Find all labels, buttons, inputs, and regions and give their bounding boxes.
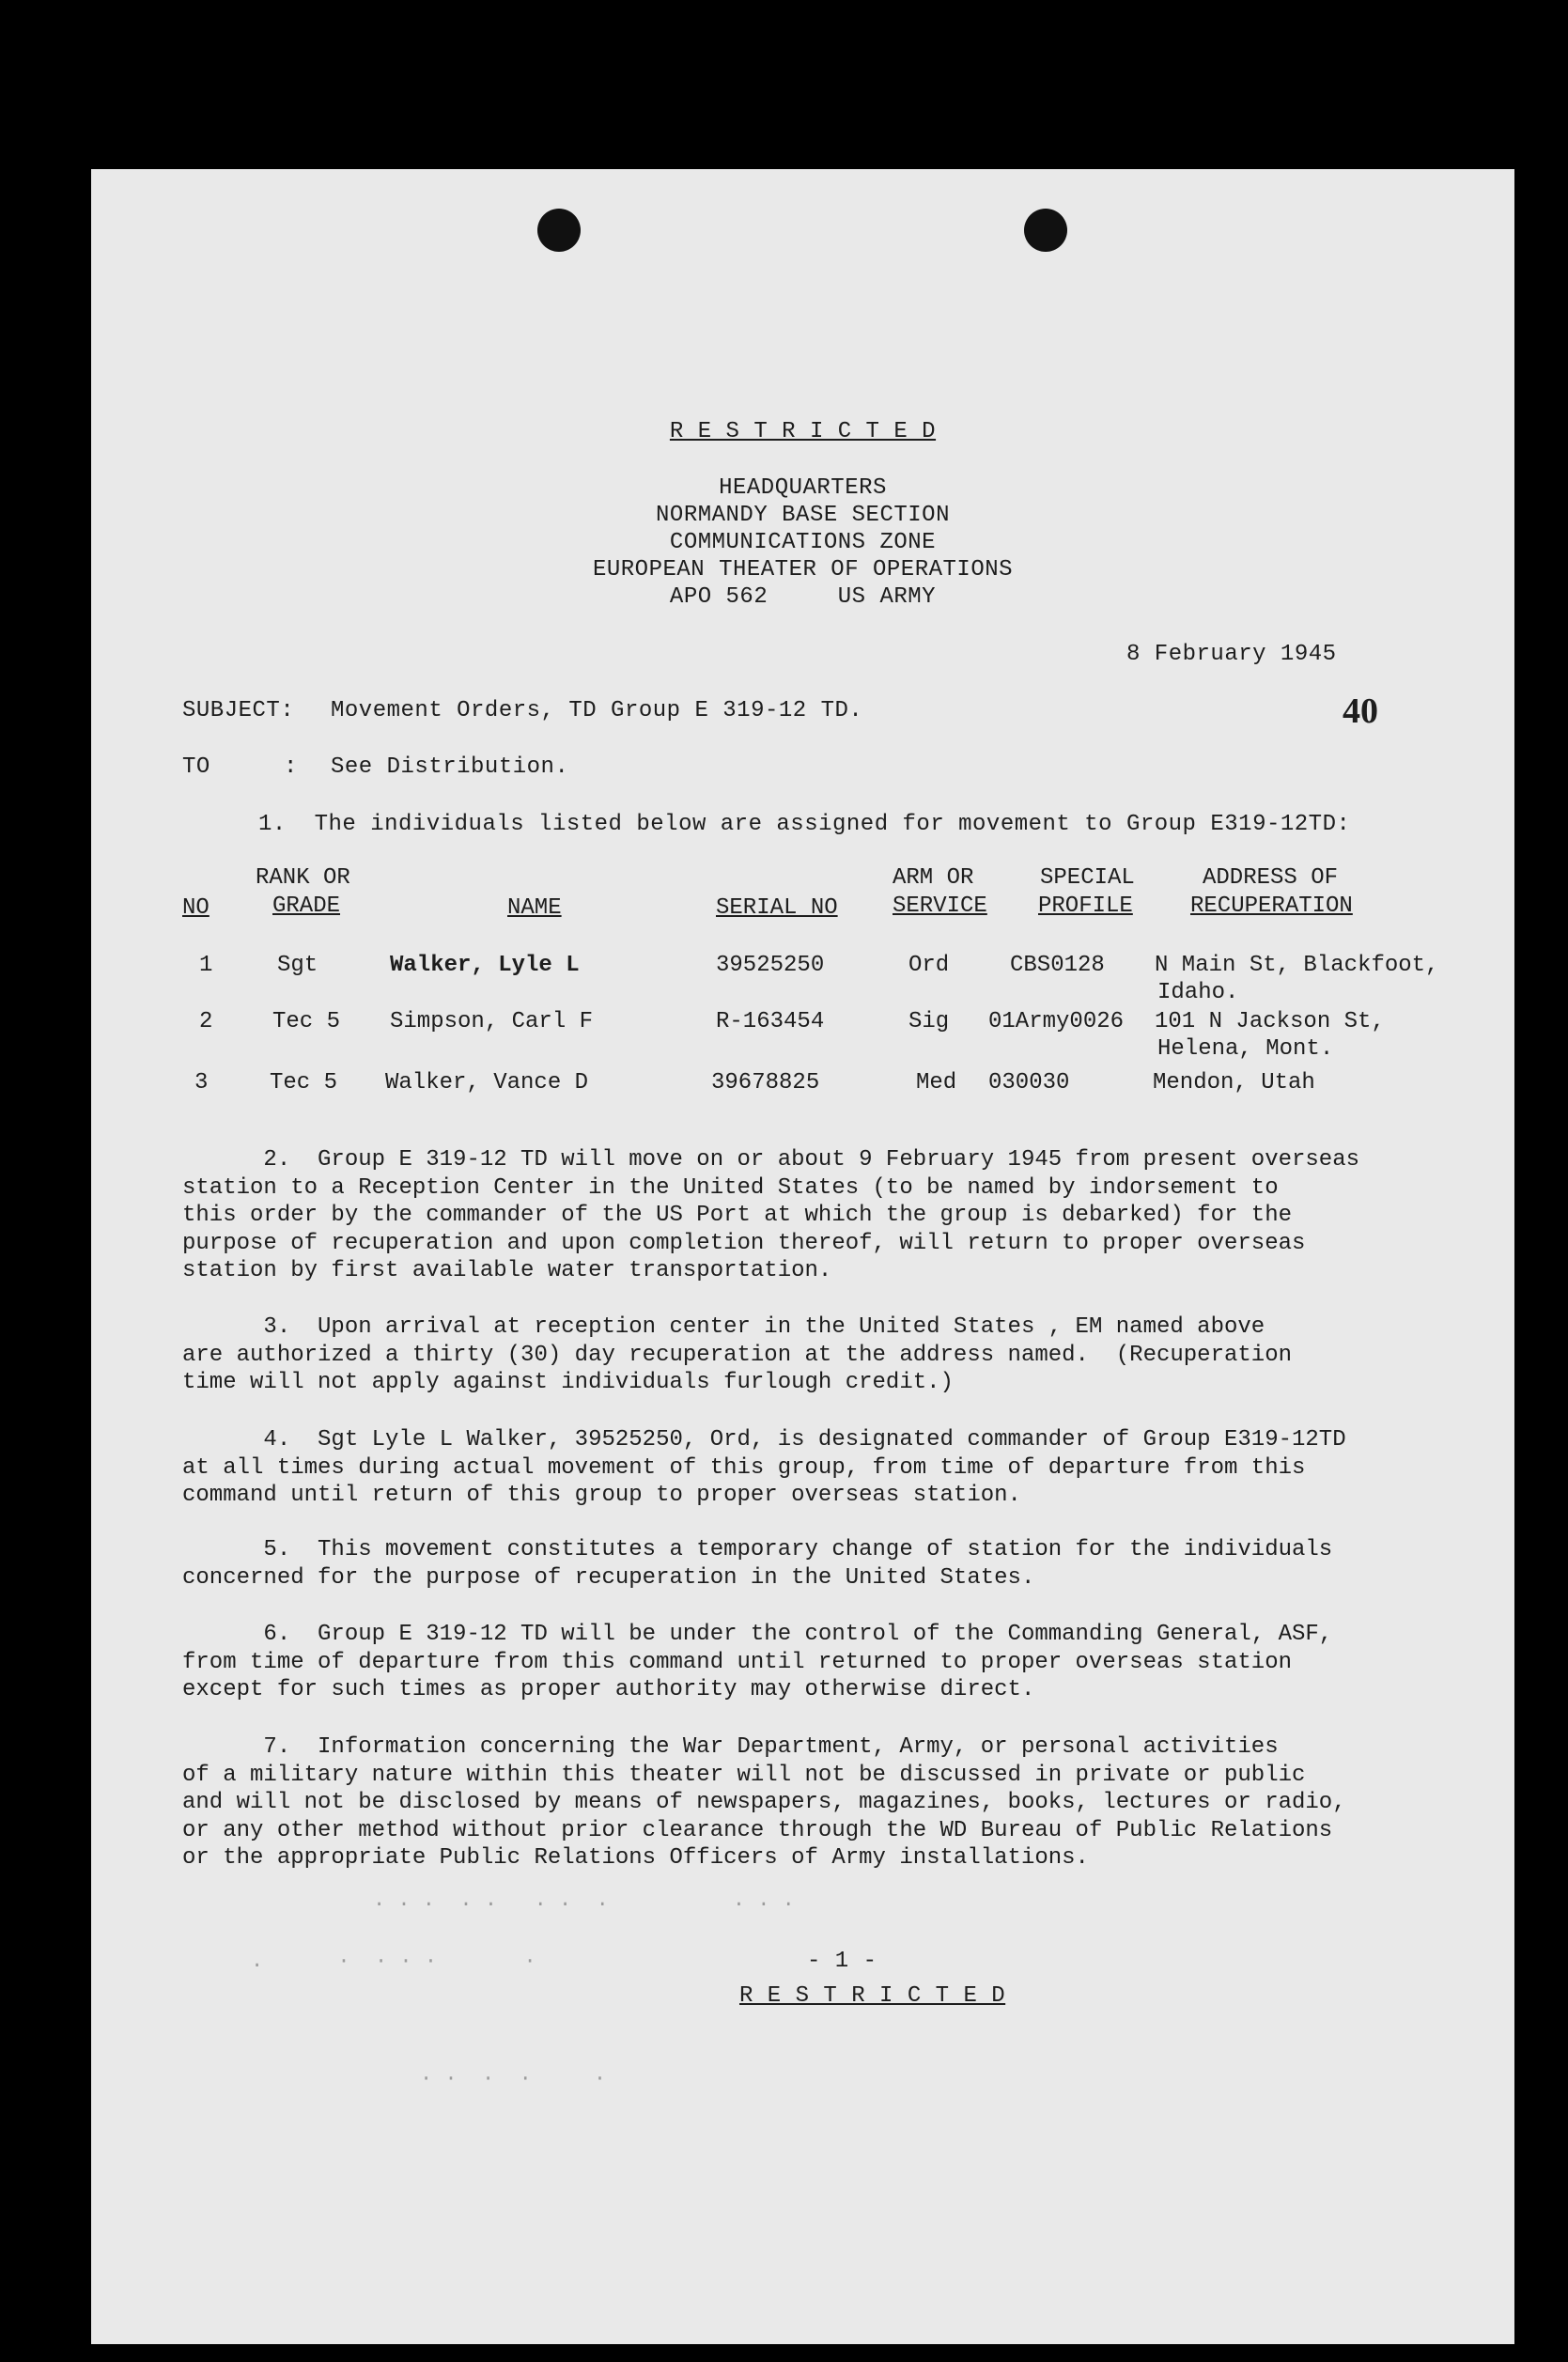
classification-header: R E S T R I C T E D (669, 419, 937, 444)
cell-profile: 030030 (988, 1070, 1070, 1096)
header-serial: SERIAL NO (716, 895, 838, 921)
punch-hole (537, 209, 581, 252)
org-line: EUROPEAN THEATER OF OPERATIONS (592, 557, 1014, 583)
header-no: NO (182, 895, 210, 921)
cell-serial: 39525250 (716, 953, 825, 978)
header-rank-top: RANK OR (256, 865, 350, 891)
paragraph-3: 3. Upon arrival at reception center in the United States , EM named above are authorized a thirty (30) day recuperation at the address named. (Recuperation time will not apply against individuals furlough credit.) (182, 1314, 1292, 1395)
bleed-through-mark: . · · · · · (251, 1950, 536, 1973)
cell-address-cont: Helena, Mont. (1157, 1036, 1334, 1062)
paragraph-1: 1. The individuals listed below are assigned for movement to Group E319-12TD: (258, 812, 1351, 837)
cell-name: Walker, Vance D (385, 1070, 589, 1096)
cell-rank: Sgt (277, 953, 318, 978)
bleed-through-mark: · · · · · (420, 2067, 607, 2090)
cell-address: N Main St, Blackfoot, (1155, 953, 1439, 978)
cell-arm: Sig (908, 1009, 950, 1034)
paragraph-2: 2. Group E 319-12 TD will move on or about 9 February 1945 from present overseas station to a Reception Center in the United States (to be named by indorsement to this order by the commander of the US Port at which the group is debarked) for the purpose of recuperation and upon completion thereof, will return to proper overseas station by first available water transportation. (182, 1147, 1360, 1283)
to-text: See Distribution. (331, 754, 569, 780)
cell-rank: Tec 5 (270, 1070, 338, 1096)
to-label: TO (182, 754, 210, 780)
cell-name: Simpson, Carl F (390, 1009, 594, 1034)
cell-arm: Ord (908, 953, 950, 978)
cell-address: Mendon, Utah (1153, 1070, 1315, 1096)
cell-address: 101 N Jackson St, (1155, 1009, 1385, 1034)
header-address-top: ADDRESS OF (1203, 865, 1339, 891)
subject-text: Movement Orders, TD Group E 319-12 TD. (331, 698, 863, 723)
cell-arm: Med (916, 1070, 957, 1096)
cell-no: 2 (199, 1009, 213, 1034)
cell-rank: Tec 5 (272, 1009, 341, 1034)
document-page (91, 169, 1514, 2344)
org-line: HEADQUARTERS (719, 475, 887, 501)
cell-profile: CBS0128 (1010, 953, 1105, 978)
page-number: - 1 - (807, 1949, 877, 1974)
cell-address-cont: Idaho. (1157, 980, 1239, 1005)
header-name: NAME (507, 895, 562, 921)
header-rank-bottom: GRADE (272, 894, 341, 919)
document-date: 8 February 1945 (1126, 642, 1337, 667)
paragraph-6: 6. Group E 319-12 TD will be under the control of the Commanding General, ASF, from time of departure from this command until returned to proper overseas station except for such times as proper authority may otherwise direct. (182, 1622, 1333, 1702)
to-separator: : (284, 754, 298, 780)
header-special-top: SPECIAL (1040, 865, 1135, 891)
page-mark: 40 (1343, 692, 1378, 731)
header-address-bottom: RECUPERATION (1190, 894, 1353, 919)
paragraph-7: 7. Information concerning the War Department, Army, or personal activities of a military nature within this theater will not be discussed in private or public and will not be disclosed by means of newspapers, magazines, books, lectures or radio, or any other method without prior clearance through the WD Bureau of Public Relations or the appropriate Public Relations Officers of Army installations. (182, 1734, 1346, 1871)
cell-serial: 39678825 (711, 1070, 820, 1096)
punch-hole (1024, 209, 1067, 252)
org-line: NORMANDY BASE SECTION (656, 503, 950, 528)
cell-profile: 01Army0026 (988, 1009, 1125, 1034)
header-special-bottom: PROFILE (1038, 894, 1133, 919)
classification-footer: R E S T R I C T E D (739, 1983, 1006, 2009)
subject-label: SUBJECT: (182, 698, 295, 723)
bleed-through-mark: . . . . . . . . . . . (373, 1888, 795, 1912)
cell-name: Walker, Lyle L (390, 953, 580, 978)
cell-no: 3 (194, 1070, 209, 1096)
org-line: APO 562 US ARMY (669, 584, 937, 610)
paragraph-5: 5. This movement constitutes a temporary change of station for the individuals concerned for the purpose of recuperation in the United States. (182, 1537, 1333, 1591)
org-line: COMMUNICATIONS ZONE (669, 530, 937, 555)
header-arm-top: ARM OR (893, 865, 974, 891)
paragraph-4: 4. Sgt Lyle L Walker, 39525250, Ord, is designated commander of Group E319-12TD at all times during actual movement of this group, from time of departure from this command until return of this group to proper overseas station. (182, 1427, 1346, 1508)
cell-serial: R-163454 (716, 1009, 825, 1034)
header-arm-bottom: SERVICE (893, 894, 987, 919)
cell-no: 1 (199, 953, 213, 978)
